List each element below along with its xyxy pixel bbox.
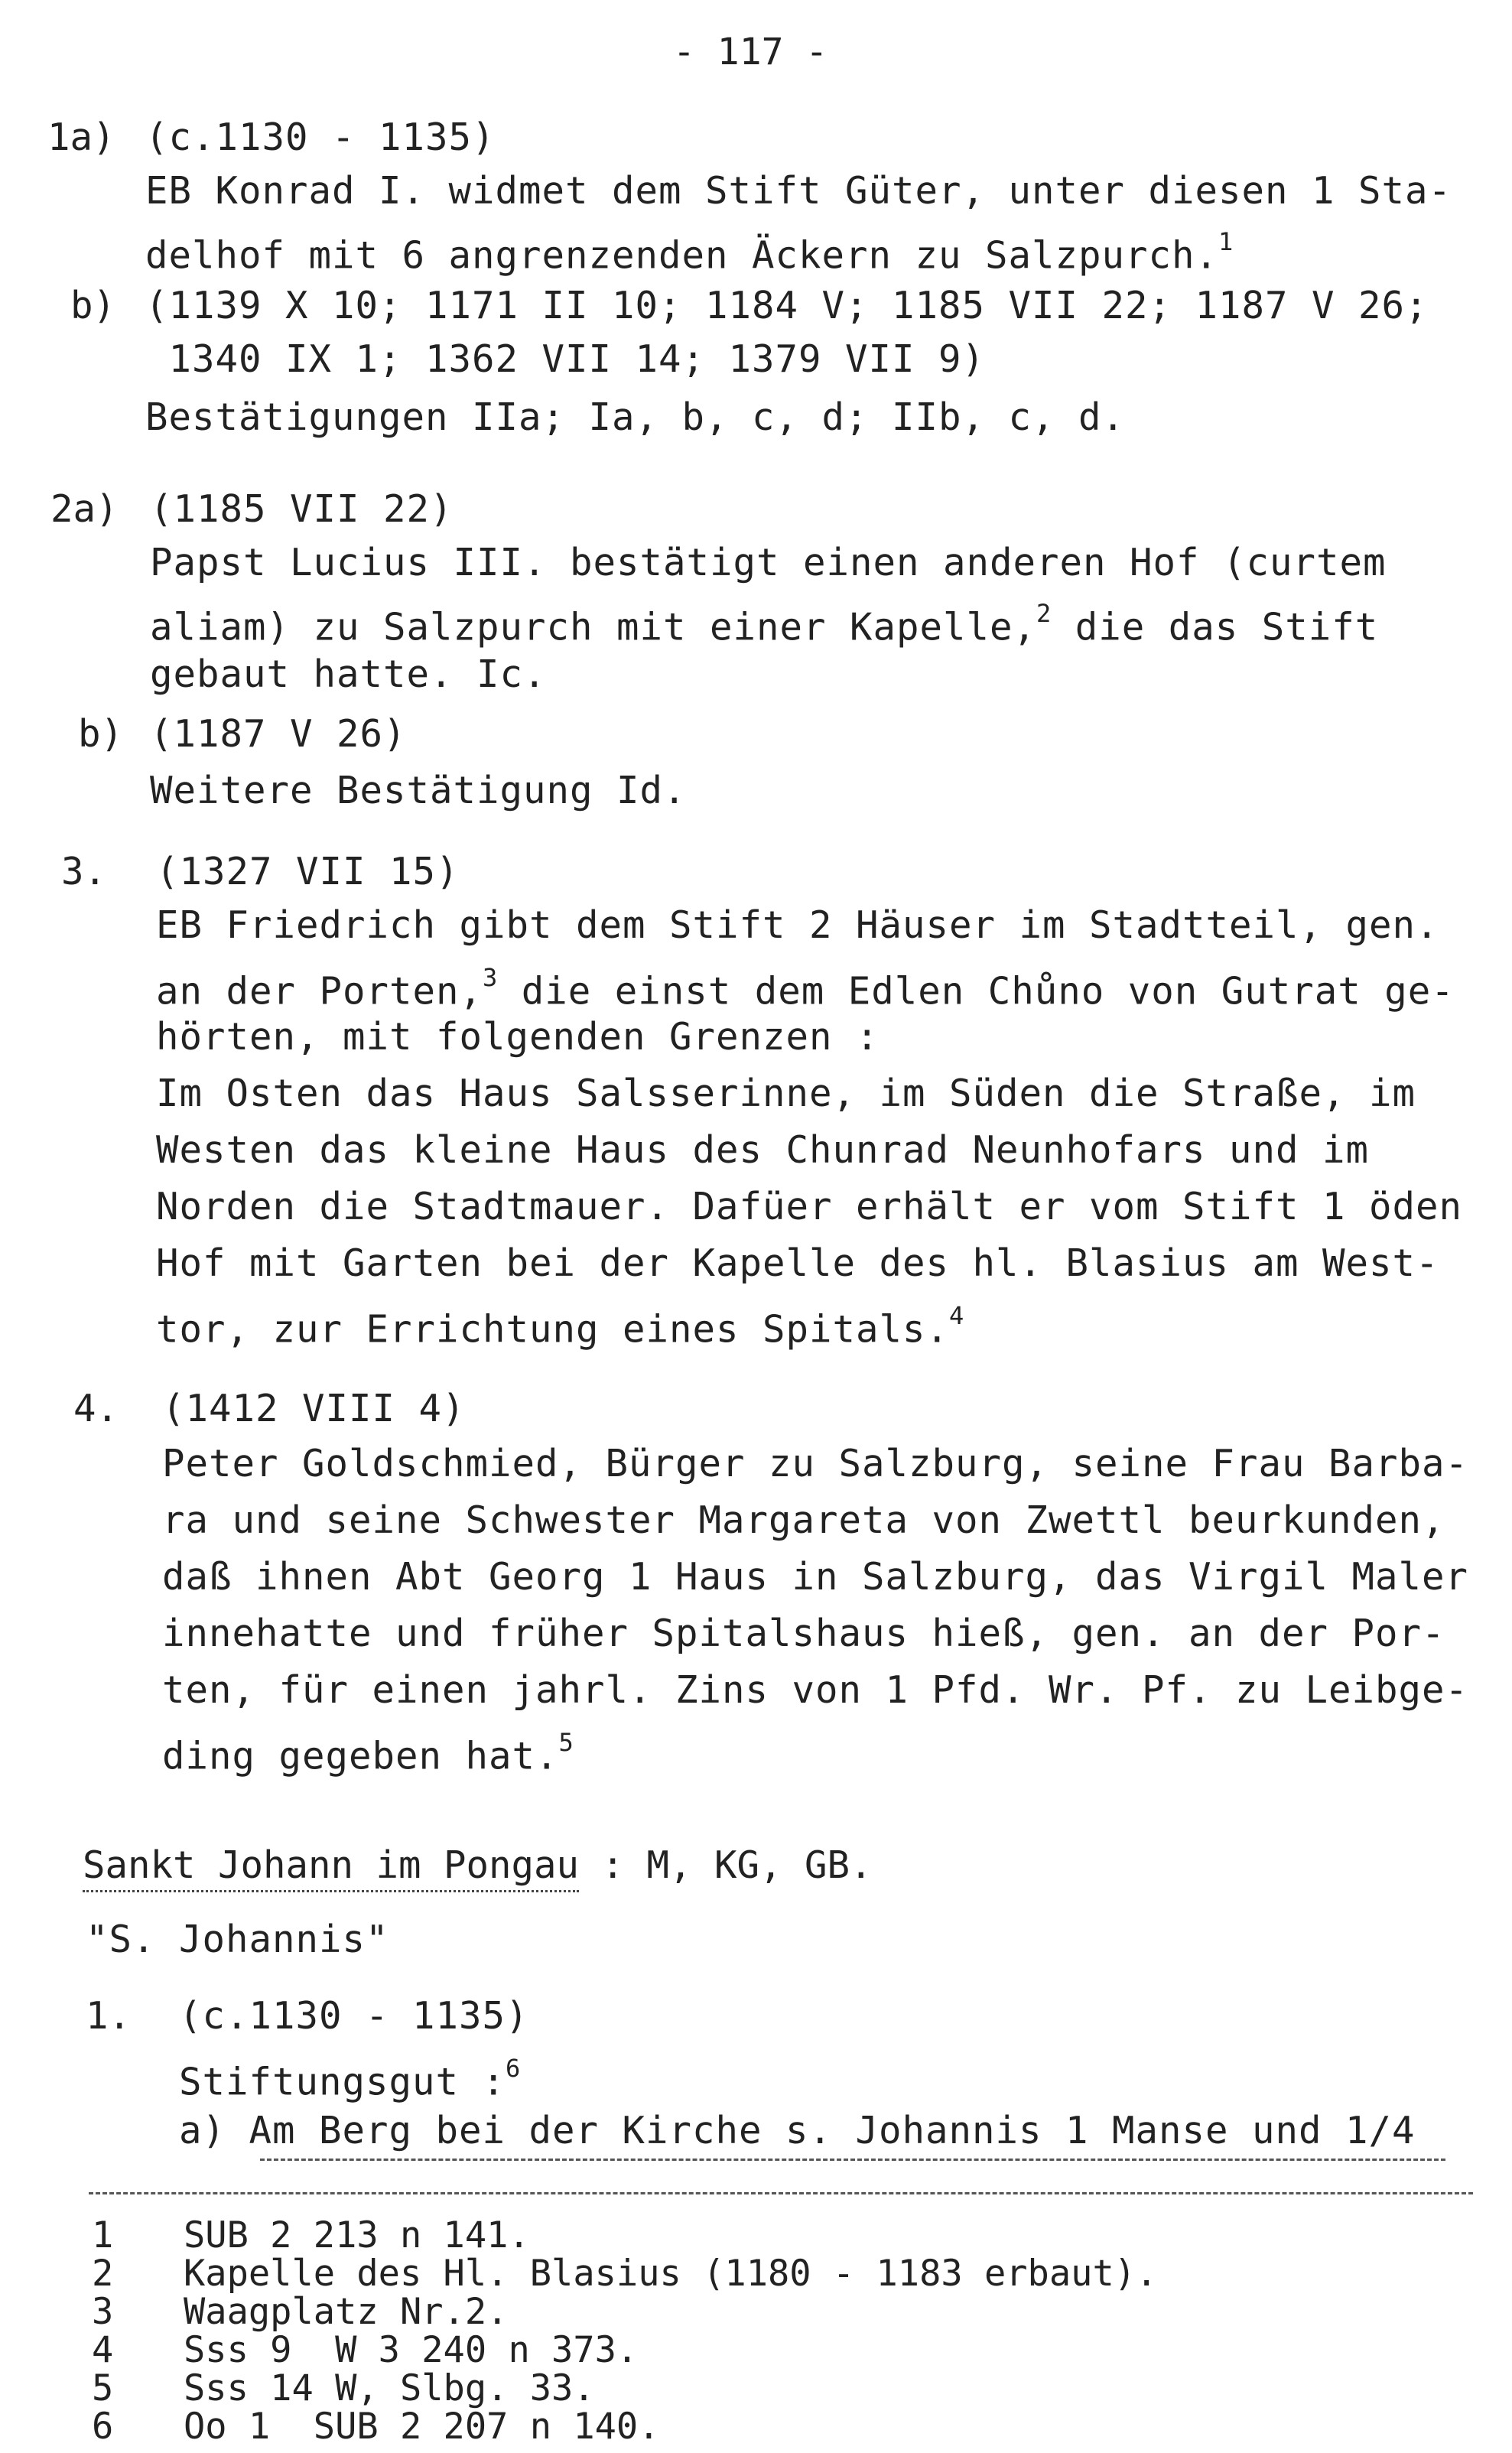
footnote-number: 5 <box>92 2367 114 2409</box>
entry-date: (1327 VII 15) <box>156 850 460 893</box>
footnote-number: 6 <box>92 2406 114 2448</box>
entry-text-line: gebaut hatte. Ic. <box>150 652 547 696</box>
entry-date: (c.1130 - 1135) <box>179 1994 529 2038</box>
entry-text-line: ding gegeben hat.$^5$ <box>162 1728 574 1778</box>
entry-text-line: innehatte und früher Spitalshaus hieß, gen. an der Por- <box>162 1612 1445 1655</box>
entry-text-line: EB Friedrich gibt dem Stift 2 Häuser im Stadtteil, gen. <box>156 903 1439 947</box>
entry-text-line: Stiftungsgut :$^6$ <box>179 2054 522 2104</box>
entry-date: (1139 X 10; 1171 II 10; 1184 V; 1185 VII 22; 1187 V 26; <box>145 284 1429 327</box>
section-heading <box>83 1843 873 1887</box>
entry-number: b) <box>78 712 124 756</box>
entry-number: 1a) <box>47 115 115 159</box>
footnote-marker: 5 <box>558 1728 574 1757</box>
entry-text-line: Im Osten das Haus Salsserinne, im Süden die Straße, im <box>156 1072 1416 1115</box>
entry-text-line: ten, für einen jahrl. Zins von 1 Pfd. Wr. Pf. zu Leibge- <box>162 1668 1469 1712</box>
entry-text-line: a) Am Berg bei der Kirche s. Johannis 1 Manse und 1/4 <box>179 2109 1416 2152</box>
footnote <box>92 2293 508 2331</box>
footnote-number: 2 <box>92 2253 114 2295</box>
footnote <box>92 2367 595 2409</box>
entry-text-line: Norden die Stadtmauer. Dafüer erhält er vom Stift 1 öden <box>156 1185 1463 1228</box>
entry-text-line: aliam) zu Salzpurch mit einer Kapelle,$^2$ die das Stift <box>150 599 1379 649</box>
text-underline-rule <box>260 2159 1445 2161</box>
entry-number: 4. <box>73 1387 119 1430</box>
entry-number: 2a) <box>50 487 119 531</box>
entry-date: (1412 VIII 4) <box>162 1387 466 1430</box>
entry-text-line: delhof mit 6 angrenzenden Äckern zu Salzpurch.$^1$ <box>145 227 1234 278</box>
entry-date: 1340 IX 1; 1362 VII 14; 1379 VII 9) <box>145 337 986 381</box>
footnote-text: Kapelle des Hl. Blasius (1180 - 1183 erbaut). <box>184 2253 1158 2295</box>
footnote-number: 1 <box>92 2214 114 2256</box>
entry-date: (c.1130 - 1135) <box>145 115 496 159</box>
entry-text-line: Weitere Bestätigung Id. <box>150 769 687 812</box>
entry-text-line: daß ihnen Abt Georg 1 Haus in Salzburg, das Virgil Maler <box>162 1555 1469 1599</box>
footnote <box>92 2255 1157 2293</box>
entry-text-line: Papst Lucius III. bestätigt einen anderen Hof (curtem <box>150 541 1387 584</box>
footnote-number: 3 <box>92 2291 114 2333</box>
entry-text-line: EB Konrad I. widmet dem Stift Güter, unter diesen 1 Sta- <box>145 169 1452 213</box>
footnote-text: SUB 2 213 n 141. <box>184 2214 530 2256</box>
entry-text-line: tor, zur Errichtung eines Spitals.$^4$ <box>156 1301 965 1352</box>
section-subtitle: "S. Johannis" <box>86 1918 389 1961</box>
entry-number: 1. <box>86 1994 132 2038</box>
entry-text-line: an der Porten,$^3$ die einst dem Edlen Chůno von Gutrat ge- <box>156 963 1455 1013</box>
entry-text-line: hörten, mit folgenden Grenzen : <box>156 1015 880 1059</box>
entry-date: (1185 VII 22) <box>150 487 454 531</box>
section-title: Sankt Johann im Pongau <box>83 1843 579 1892</box>
footnote <box>92 2331 638 2370</box>
footnote-text: Waagplatz Nr.2. <box>184 2291 509 2333</box>
footnote-marker: 4 <box>949 1301 965 1330</box>
footnote-text: Oo 1 SUB 2 207 n 140. <box>184 2406 660 2448</box>
entry-text-line: Hof mit Garten bei der Kapelle des hl. Blasius am West- <box>156 1241 1439 1285</box>
footnote-marker: 3 <box>483 963 499 992</box>
footnote-marker: 1 <box>1218 227 1234 256</box>
footnote <box>92 2408 660 2446</box>
section-suffix: : M, KG, GB. <box>579 1843 873 1887</box>
entry-text-line: Bestätigungen IIa; Ia, b, c, d; IIb, c, d. <box>145 395 1126 439</box>
entry-text-line: Westen das kleine Haus des Chunrad Neunhofars und im <box>156 1128 1370 1172</box>
entry-text-line: Peter Goldschmied, Bürger zu Salzburg, seine Frau Barba- <box>162 1442 1469 1485</box>
footnote-text: Sss 9 W 3 240 n 373. <box>184 2329 639 2371</box>
entry-date: (1187 V 26) <box>150 712 407 756</box>
footnote-number: 4 <box>92 2329 114 2371</box>
footnote-marker: 6 <box>506 2054 522 2083</box>
entry-number: b) <box>70 284 116 327</box>
entry-text-line: ra und seine Schwester Margareta von Zwettl beurkunden, <box>162 1498 1445 1542</box>
page-number: - 117 - <box>673 31 828 73</box>
footnote-separator <box>89 2192 1473 2194</box>
footnote-marker: 2 <box>1036 599 1052 628</box>
entry-number: 3. <box>61 850 107 893</box>
footnote <box>92 2214 530 2256</box>
footnote-text: Sss 14 W, Slbg. 33. <box>184 2367 595 2409</box>
